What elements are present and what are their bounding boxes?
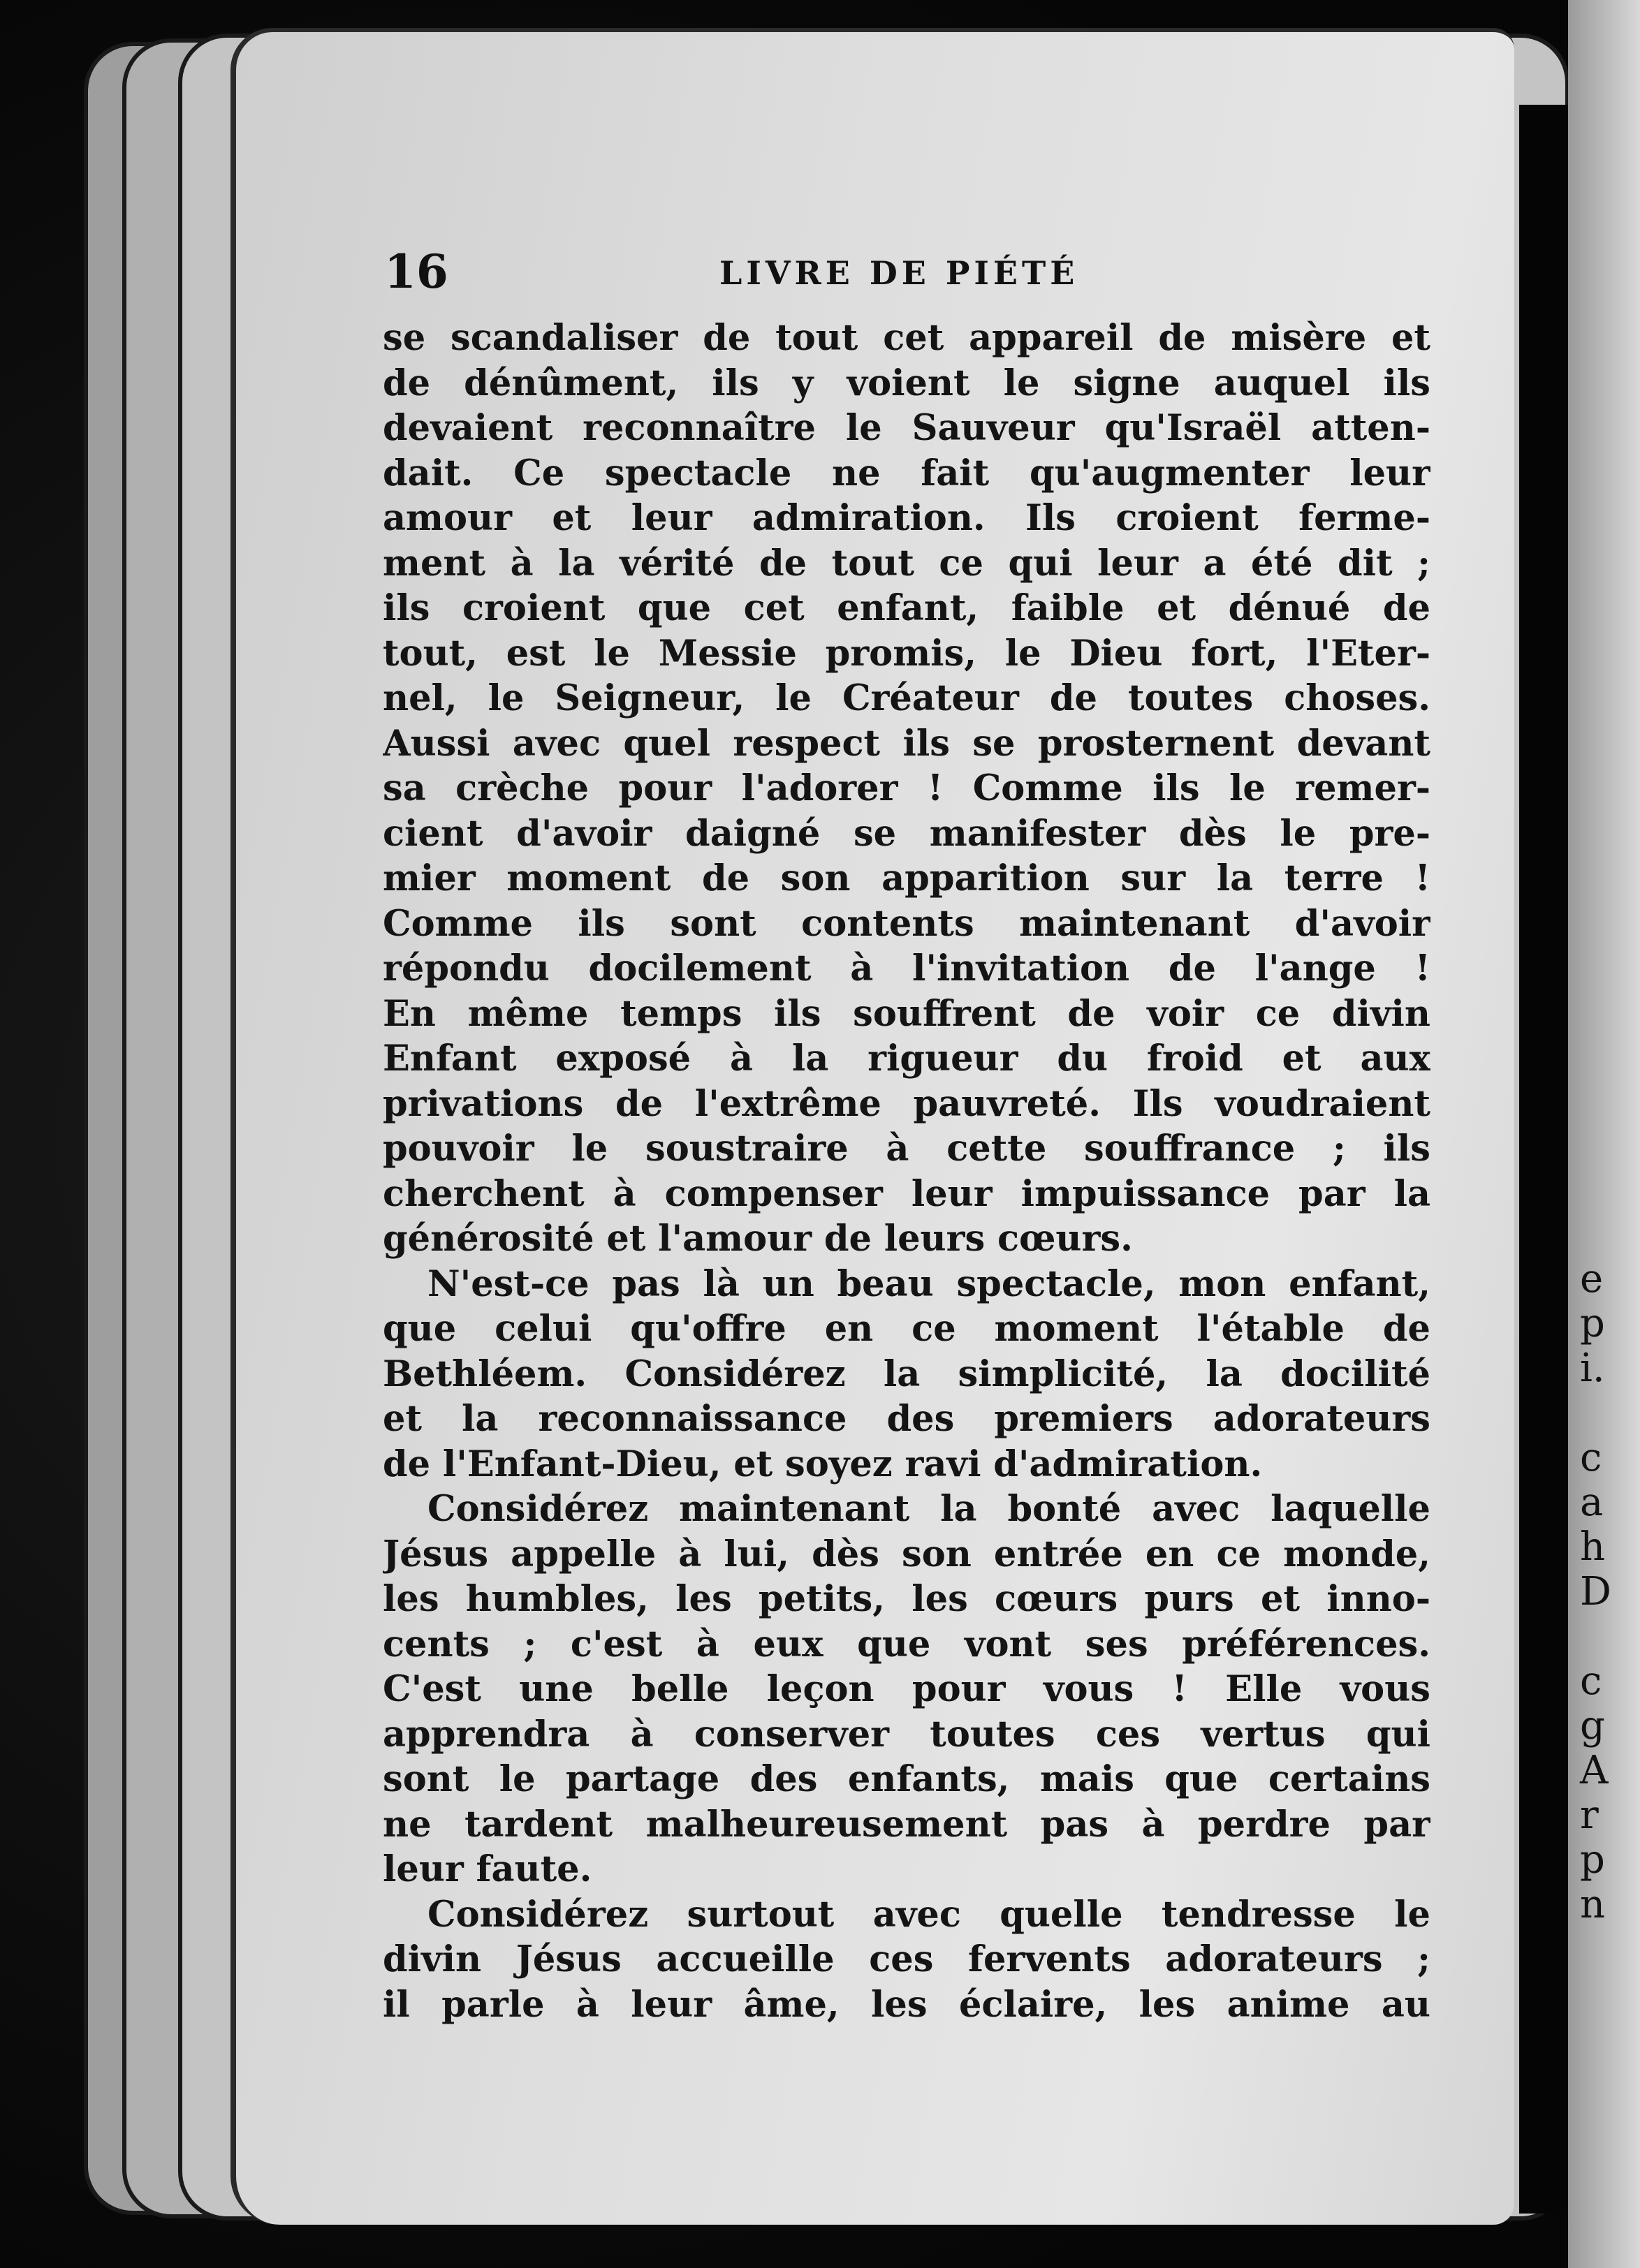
facing-page-fragment: i. [1580,1346,1605,1391]
facing-page-fragment: D [1580,1569,1611,1614]
facing-page-fragment: A [1580,1748,1609,1793]
text-line: Aussi avec quel respect ils se prosternent devant [383,722,1430,765]
running-title: LIVRE DE PIÉTÉ [719,254,1079,292]
text-line: Jésus appelle à lui, dès son entrée en ce monde, [383,1533,1430,1575]
text-line: ne tardent malheureusement pas à perdre par [383,1803,1430,1846]
text-line: les humbles, les petits, les cœurs purs et inno- [383,1578,1430,1620]
facing-page-strip [1568,0,1640,2268]
page-header [384,244,1432,300]
text-line: que celui qu'offre en ce moment l'étable de [383,1308,1430,1350]
text-line: il parle à leur âme, les éclaire, les anime au [383,1983,1430,2026]
text-line: cents ; c'est à eux que vont ses préférences. [383,1623,1430,1665]
text-line: amour et leur admiration. Ils croient ferme- [383,497,1430,539]
text-line: ment à la vérité de tout ce qui leur a été dit ; [383,542,1430,584]
facing-page-fragment: c [1580,1658,1602,1704]
facing-page-fragment: a [1580,1480,1604,1525]
text-line: répondu docilement à l'invitation de l'ange ! [383,948,1430,989]
text-line: cient d'avoir daigné se manifester dès le pre- [383,812,1430,855]
text-line: générosité et l'amour de leurs cœurs. [383,1218,1133,1260]
text-line: et la reconnaissance des premiers adorateurs [383,1398,1430,1440]
text-line: Considérez maintenant la bonté avec laquelle [427,1488,1430,1530]
facing-page-fragment: g [1580,1703,1605,1748]
facing-page-fragment: p [1580,1301,1605,1346]
facing-page-fragment: p [1580,1837,1605,1883]
text-line: privations de l'extrême pauvreté. Ils voudraient [383,1082,1430,1125]
text-line: Considérez surtout avec quelle tendresse le [427,1893,1430,1936]
gutter-shadow [1519,105,1568,2214]
text-line: tout, est le Messie promis, le Dieu fort, l'Eter- [383,632,1430,675]
text-line: de dénûment, ils y voient le signe auquel ils [383,362,1430,404]
facing-page-fragment: r [1580,1792,1599,1838]
text-line: devaient reconnaître le Sauveur qu'Israël atten- [383,407,1430,449]
text-line: Bethléem. Considérez la simplicité, la docilité [383,1353,1430,1395]
text-line: divin Jésus accueille ces fervents adorateurs ; [383,1938,1430,1980]
text-line: mier moment de son apparition sur la terre ! [383,857,1430,899]
facing-page-fragment: h [1580,1524,1606,1570]
text-line: En même temps ils souffrent de voir ce divin [383,992,1430,1035]
text-line: apprendra à conserver toutes ces vertus qui [383,1713,1430,1755]
text-line: sont le partage des enfants, mais que certains [383,1758,1430,1800]
text-line: sa crèche pour l'adorer ! Comme ils le remer- [383,767,1430,809]
body-text [383,316,1430,2027]
facing-page-fragment: e [1580,1256,1604,1302]
text-line: Enfant exposé à la rigueur du froid et aux [383,1038,1430,1080]
text-line: pouvoir le soustraire à cette souffrance ; ils [383,1128,1430,1170]
text-line: leur faute. [383,1848,592,1890]
text-line: Comme ils sont contents maintenant d'avoir [383,902,1430,945]
text-line: cherchent à compenser leur impuissance par la [383,1172,1430,1215]
text-line: de l'Enfant-Dieu, et soyez ravi d'admiration. [383,1443,1263,1485]
text-line: dait. Ce spectacle ne fait qu'augmenter leur [383,452,1430,494]
facing-page-fragment: n [1580,1882,1606,1927]
facing-page-fragment: c [1580,1435,1602,1480]
text-line: N'est-ce pas là un beau spectacle, mon enfant, [427,1262,1430,1305]
text-line: nel, le Seigneur, le Créateur de toutes choses. [383,677,1430,719]
page-number: 16 [384,244,448,299]
text-line: ils croient que cet enfant, faible et dénué de [383,587,1430,629]
text-line: C'est une belle leçon pour vous ! Elle vous [383,1668,1430,1710]
text-line: se scandaliser de tout cet appareil de misère et [383,317,1430,359]
